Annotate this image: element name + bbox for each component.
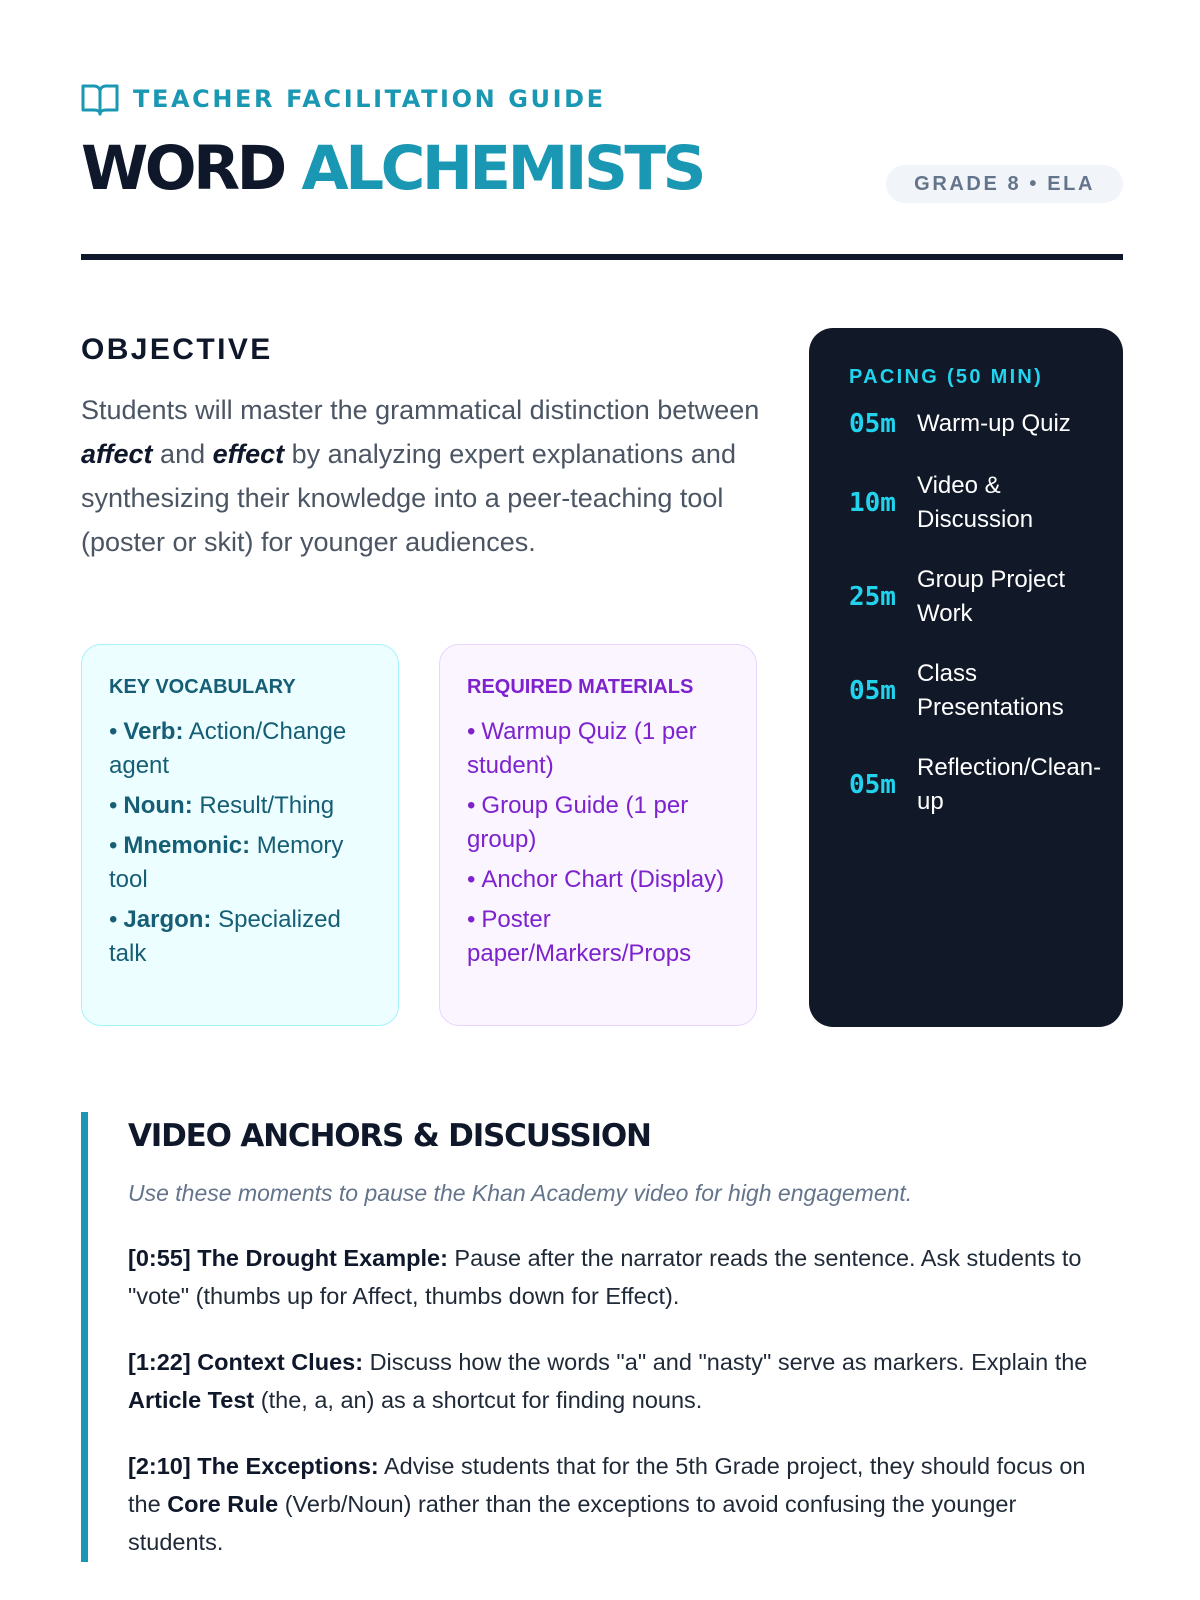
pacing-minutes: 25m [849,582,896,612]
video-subtitle: Use these moments to pause the Khan Academy video for high engagement. [128,1180,913,1206]
eyebrow-label: TEACHER FACILITATION GUIDE [133,85,606,113]
eyebrow [81,82,606,116]
pacing-heading: PACING (50 MIN) [849,366,1044,388]
vocabulary-term: Noun: [123,792,193,819]
pacing-minutes: 05m [849,770,896,800]
pacing-row [849,563,1111,631]
objective-text [81,388,761,564]
pacing-row [849,751,1111,819]
pacing-label: Group Project Work [917,566,1066,627]
video-heading: VIDEO ANCHORS & DISCUSSION [128,1118,651,1154]
title-word-1: WORD [81,133,284,204]
objective-word-effect: effect [212,439,285,469]
materials-list [467,715,730,971]
video-anchor [128,1447,1118,1561]
pacing-row [849,469,1111,537]
header-divider [81,254,1123,260]
materials-item-label: Group Guide (1 per group) [467,792,689,853]
anchor-text: Discuss how the words "a" and "nasty" serve as markers. Explain the [363,1349,1088,1375]
materials-item: • Warmup Quiz (1 per student) [467,718,697,779]
pacing-minutes: 10m [849,488,896,518]
pacing-label: Reflection/Clean-up [917,754,1102,815]
pacing-minutes: 05m [849,676,896,706]
materials-item: • Anchor Chart (Display) [467,866,725,893]
objective-text-mid: and [152,439,213,469]
anchor-lead: [1:22] Context Clues: [128,1349,364,1375]
section-accent-bar [81,1112,88,1562]
pacing-label: Warm-up Quiz [917,410,1071,437]
objective-heading: OBJECTIVE [81,333,273,366]
anchor-lead: [2:10] The Exceptions: [128,1453,379,1479]
pacing-panel [809,328,1123,1027]
pacing-row [849,657,1111,725]
vocabulary-definition: Specialized talk [109,906,341,967]
vocabulary-heading: KEY VOCABULARY [109,676,296,698]
page-title [81,133,703,205]
video-anchor [128,1343,1118,1419]
vocabulary-item: • Mnemonic: Memory tool [109,832,344,893]
materials-item: • Group Guide (1 per group) [467,792,689,853]
vocabulary-item: • Verb: Action/Change agent [109,718,347,779]
objective-text-start: Students will master the grammatical distinction between [81,395,760,425]
anchor-text: (the, a, an) as a shortcut for finding nouns. [254,1387,703,1413]
pacing-label: Video & Discussion [917,472,1034,533]
vocabulary-term: Verb: [123,718,184,745]
anchor-emphasis: Article Test [128,1387,255,1413]
video-anchor [128,1239,1118,1315]
objective-word-affect: affect [81,439,153,469]
anchor-lead: [0:55] The Drought Example: [128,1245,448,1271]
vocabulary-definition: Result/Thing [192,792,335,819]
materials-item: • Poster paper/Markers/Props [467,906,692,967]
pacing-minutes: 05m [849,409,896,439]
pacing-label: Class Presentations [917,660,1064,721]
vocabulary-term: Jargon: [123,906,212,933]
anchor-text: (Verb/Noun) rather than the exceptions to avoid confusing the younger students. [128,1491,1017,1555]
vocabulary-item: • Noun: Result/Thing [109,792,335,819]
open-book-icon [81,82,119,116]
title-word-2: ALCHEMISTS [301,133,703,204]
materials-heading: REQUIRED MATERIALS [467,676,694,698]
vocabulary-term: Mnemonic: [123,832,251,859]
anchor-emphasis: Core Rule [167,1491,279,1517]
anchor-text: Advise students that for the 5th Grade project, they should focus on the [128,1453,1086,1517]
materials-item-label: Warmup Quiz (1 per student) [467,718,697,779]
vocabulary-definition: Action/Change agent [109,718,347,779]
vocabulary-definition: Memory tool [109,832,344,893]
pacing-row [849,407,1111,441]
vocabulary-item: • Jargon: Specialized talk [109,906,341,967]
guide-page [81,0,1123,1600]
anchor-text: Pause after the narrator reads the sentence. Ask students to "vote" (thumbs up for Affect, thumbs down for Effect). [128,1245,1082,1309]
materials-card [439,644,757,1026]
objective-text-end: by analyzing expert explanations and synthesizing their knowledge into a peer-teaching tool (poster or skit) for younger audiences. [81,439,736,557]
vocabulary-list [109,715,372,971]
materials-item-label: Poster paper/Markers/Props [467,906,692,967]
materials-item-label: Anchor Chart (Display) [481,866,725,893]
grade-badge: GRADE 8 • ELA [886,165,1123,203]
vocabulary-card [81,644,399,1026]
